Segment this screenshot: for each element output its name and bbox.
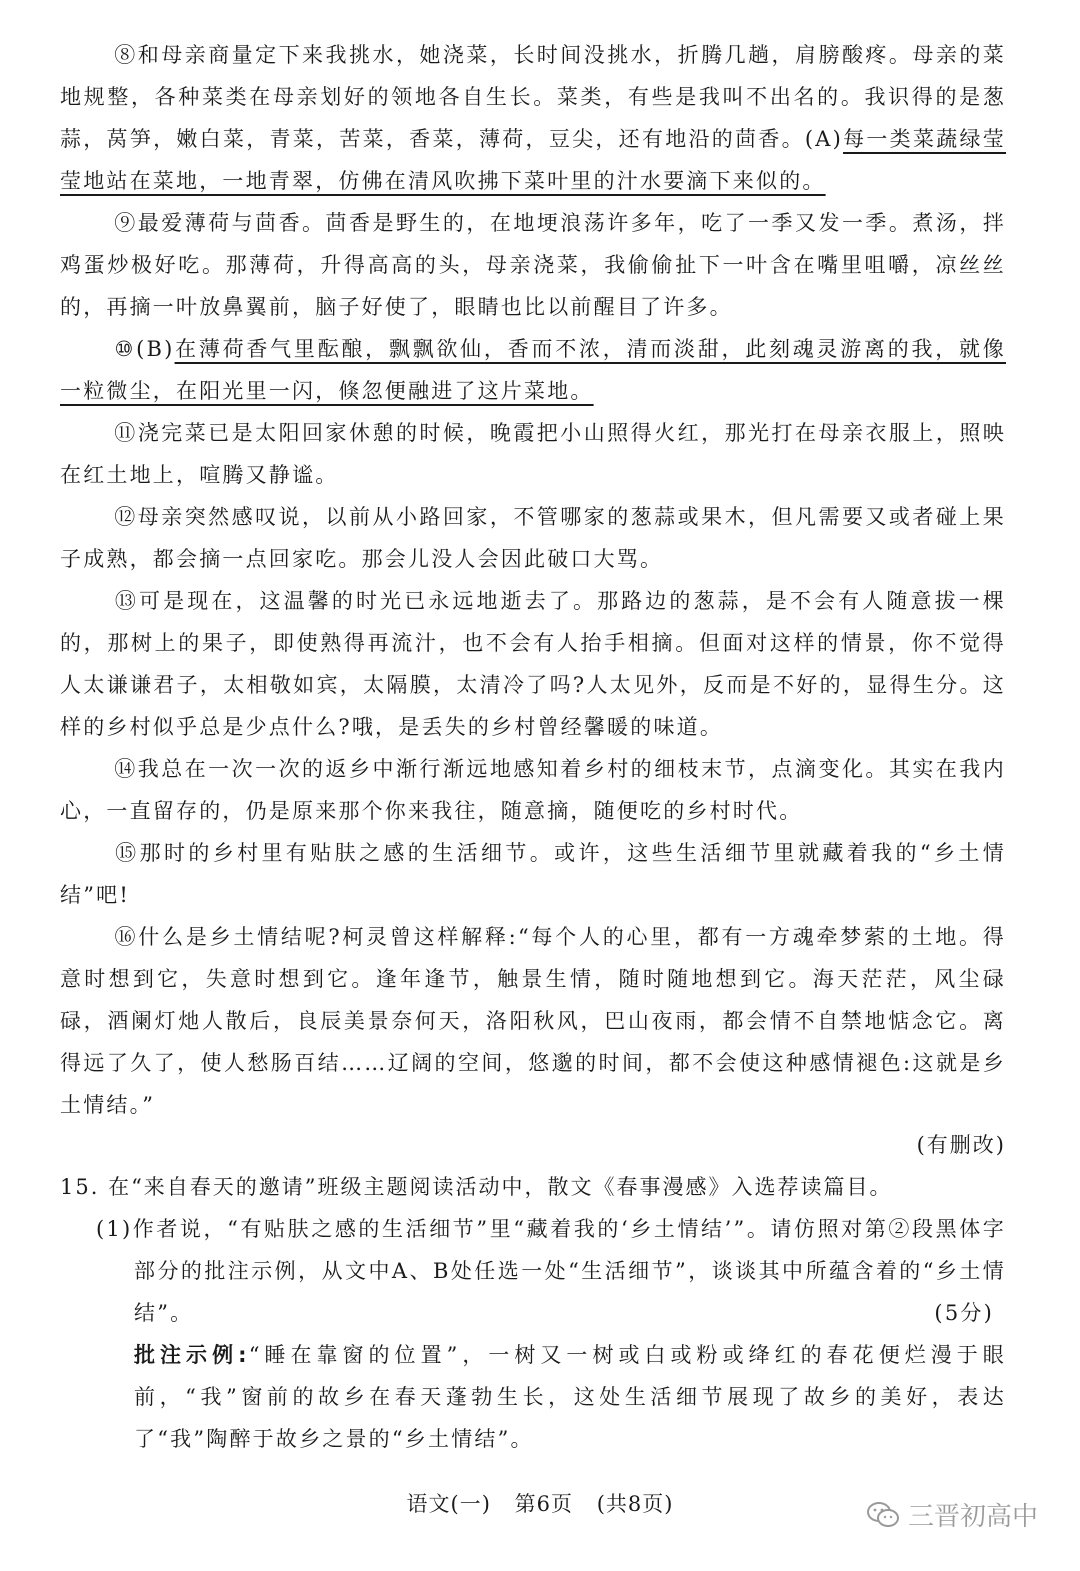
annotation-example-label: 批注示例: <box>134 1343 249 1367</box>
question-15-part-1 <box>96 1208 1006 1334</box>
paragraph-12-text: ⑫母亲突然感叹说，以前从小路回家，不管哪家的葱蒜或果木，但凡需要又或者碰上果子成熟，都会摘一点回家吃。那会儿没人会因此破口大骂。 <box>60 505 1006 571</box>
watermark-text: 三晋初高中 <box>908 1502 1039 1532</box>
paragraph-14-text: ⑭我总在一次一次的返乡中渐行渐远地感知着乡村的细枝末节，点滴变化。其实在我内心，一直留存的，仍是原来那个你来我往，随意摘，随便吃的乡村时代。 <box>60 757 1006 823</box>
paragraph-14 <box>60 748 1006 832</box>
paragraph-16 <box>60 916 1006 1126</box>
watermark <box>866 1496 1038 1533</box>
paragraph-13 <box>60 580 1006 748</box>
paragraph-9-text: ⑨最爱薄荷与茴香。茴香是野生的，在地埂浪荡许多年，吃了一季又发一季。煮汤，拌鸡蛋炒极好吃。那薄荷，升得高高的头，母亲浇菜，我偷偷扯下一叶含在嘴里咀嚼，凉丝丝的，再摘一叶放鼻翼前，脑子好使了，眼睛也比以前醒目了许多。 <box>60 211 1006 319</box>
paragraph-8-text: ⑧和母亲商量定下来我挑水，她浇菜，长时间没挑水，折腾几趟，肩膀酸疼。母亲的菜地规整，各种菜类在母亲划好的领地各自生长。菜类，有些是我叫不出名的。我识得的是葱蒜，莴笋，嫩白菜，青菜，苦菜，香菜，薄荷，豆尖，还有地沿的茴香。(A) <box>60 43 1006 151</box>
wechat-icon <box>866 1501 900 1529</box>
footer-total-pages: (共8页) <box>596 1492 674 1516</box>
annotation-example <box>134 1334 1006 1460</box>
question-15-part-1-text: (1)作者说，“有贴肤之感的生活细节”里“藏着我的‘乡土情结’”。请仿照对第②段黑体字部分的批注示例，从文中A、B处任选一处“生活细节”，谈谈其中所蕴含着的“乡土情结”。 <box>96 1217 1006 1325</box>
paragraph-11-text: ⑪浇完菜已是太阳回家休憩的时候，晚霞把小山照得火红，那光打在母亲衣服上，照映在红土地上，喧腾又静谧。 <box>60 421 1006 487</box>
paragraph-11 <box>60 412 1006 496</box>
underlined-detail-b: 在薄荷香气里酝酿，飘飘欲仙，香而不浓，清而淡甜，此刻魂灵游离的我，就像一粒微尘，在阳光里一闪，倏忽便融进了这片菜地。 <box>60 337 1006 403</box>
paragraph-9 <box>60 202 1006 328</box>
paragraph-10-prefix: ⑩(B) <box>114 337 175 361</box>
footer-subject: 语文(一) <box>406 1492 491 1516</box>
paragraph-16-text: ⑯什么是乡土情结呢?柯灵曾这样解释:“每个人的心里，都有一方魂牵梦萦的土地。得意时想到它，失意时想到它。逢年逢节，触景生情，随时随地想到它。海天茫茫，风尘碌碌，酒阑灯灺人散后，良辰美景奈何天，洛阳秋风，巴山夜雨，都会情不自禁地惦念它。离得远了久了，使人愁肠百结……辽阔的空间，悠邈的时间，都不会使这种感情褪色:这就是乡土情结。” <box>60 925 1006 1117</box>
score-label: (5分) <box>934 1301 994 1325</box>
paragraph-13-text: ⑬可是现在，这温馨的时光已永远地逝去了。那路边的葱蒜，是不会有人随意拔一棵的，那树上的果子，即使熟得再流汁，也不会有人抬手相摘。但面对这样的情景，你不觉得人太谦谦君子，太相敬如宾，太隔膜，太清冷了吗?人太见外，反而是不好的，显得生分。这样的乡村似乎总是少点什么?哦，是丢失的乡村曾经馨暖的味道。 <box>60 589 1006 739</box>
annotation-example-text: “睡在靠窗的位置”，一树又一树或白或粉或绛红的春花便烂漫于眼前，“我”窗前的故乡在春天蓬勃生长，这处生活细节展现了故乡的美好，表达了“我”陶醉于故乡之景的“乡土情结”。 <box>134 1343 1006 1451</box>
paragraph-15-text: ⑮那时的乡村里有贴肤之感的生活细节。或许，这些生活细节里就藏着我的“乡土情结”吧! <box>60 841 1006 907</box>
underlined-detail-a: 每一类菜蔬绿莹莹地站在菜地，一地青翠，仿佛在清风吹拂下菜叶里的汁水要滴下来似的。 <box>60 127 1006 193</box>
paragraph-10 <box>60 328 1006 412</box>
paragraph-12 <box>60 496 1006 580</box>
paragraph-8 <box>60 34 1006 202</box>
footer-page-number: 第6页 <box>514 1492 573 1516</box>
question-15-stem: 15. 在“来自春天的邀请”班级主题阅读活动中，散文《春事漫感》入选荐读篇目。 <box>60 1175 893 1199</box>
source-note: (有删改) <box>916 1133 1006 1157</box>
paragraph-15 <box>60 832 1006 916</box>
